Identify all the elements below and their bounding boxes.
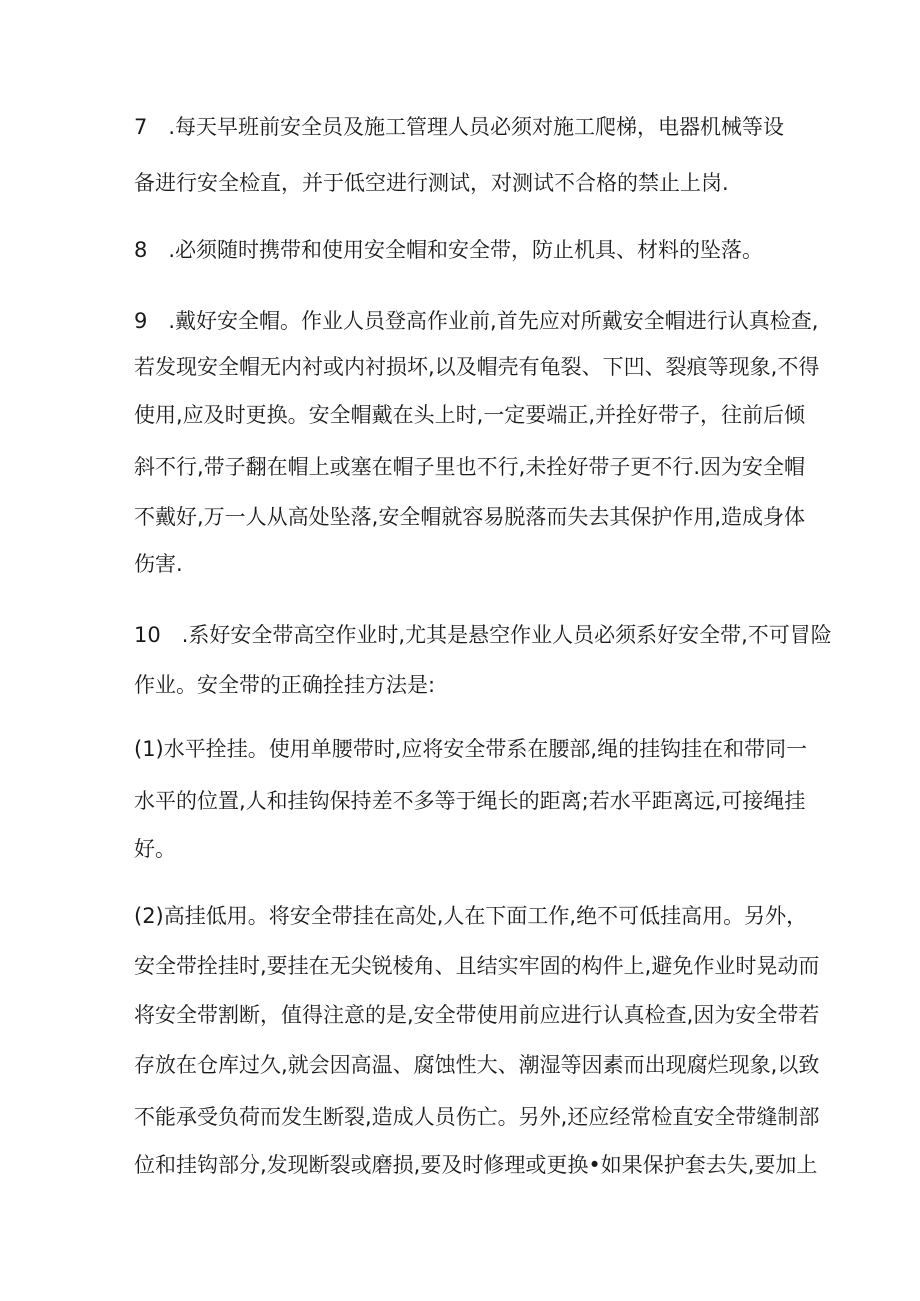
paragraph-9-line-4: 斜不行,带子翻在帽上或塞在帽子里也不行,未拴好带子更不行.因为安全帽 <box>134 455 806 479</box>
paragraph-9-line-2: 若发现安全帽无内衬或内衬损坏,以及帽壳有龟裂、下凹、裂痕等现象,不得 <box>134 355 820 379</box>
paragraph-9-line-3: 使用,应及时更换。安全帽戴在头上时,一定要端正,并拴好带子，往前后倾 <box>134 403 806 427</box>
paragraph-10-2-line-6: 位和挂钩部分,发现断裂或磨损,要及时修理或更换•如果保护套去失,要加上 <box>134 1153 818 1177</box>
paragraph-10-2-line-4: 存放在仓库过久,就会因高温、腐蚀性大、潮湿等因素而出现腐烂现象,以致 <box>134 1053 820 1077</box>
paragraph-10-1-line-3: 好。 <box>134 837 176 861</box>
paragraph-10-1-line-2: 水平的位置,人和挂钩保持差不多等于绳长的距离;若水平距离远,可接绳挂 <box>134 789 806 813</box>
paragraph-9-line-6: 伤害. <box>134 552 183 576</box>
paragraph-10-line-1: 10 .系好安全带高空作业时,尤其是悬空作业人员必须系好安全带,不可冒险 <box>134 623 832 647</box>
paragraph-10-2-line-5: 不能承受负荷而发生断裂,造成人员伤亡。另外,还应经常检直安全带缝制部 <box>134 1105 820 1129</box>
paragraph-10-line-2: 作业。安全带的正确拴挂方法是: <box>134 673 436 697</box>
paragraph-9-line-1: 9 .戴好安全帽。作业人员登高作业前,首先应对所戴安全帽进行认真检查, <box>134 309 819 333</box>
paragraph-10-1-line-1: (1)水平拴挂。使用单腰带时,应将安全带系在腰部,绳的挂钩挂在和带同一 <box>134 737 808 761</box>
paragraph-10-2-line-3: 将安全带割断，值得注意的是,安全带使用前应进行认真检查,因为安全带若 <box>134 1003 820 1027</box>
paragraph-9-line-5: 不戴好,万一人从高处坠落,安全帽就容易脱落而失去其保护作用,造成身体 <box>134 505 806 529</box>
paragraph-8-line-1: 8 .必须随时携带和使用安全帽和安全带，防止机具、材料的坠落。 <box>134 238 764 262</box>
paragraph-10-2-line-2: 安全带拴挂时,要挂在无尖锐棱角、且结实牢固的构件上,避免作业时晃动而 <box>134 954 820 978</box>
paragraph-10-2-line-1: (2)高挂低用。将安全带挂在高处,人在下面工作,绝不可低挂高用。另外， <box>134 904 808 928</box>
paragraph-7-line-2: 备进行安全检直，并于低空进行测试，对测试不合格的禁止上岗. <box>134 171 729 195</box>
paragraph-7-line-1: 7 .每天早班前安全员及施工管理人员必须对施工爬梯，电器机械等设 <box>134 115 785 139</box>
